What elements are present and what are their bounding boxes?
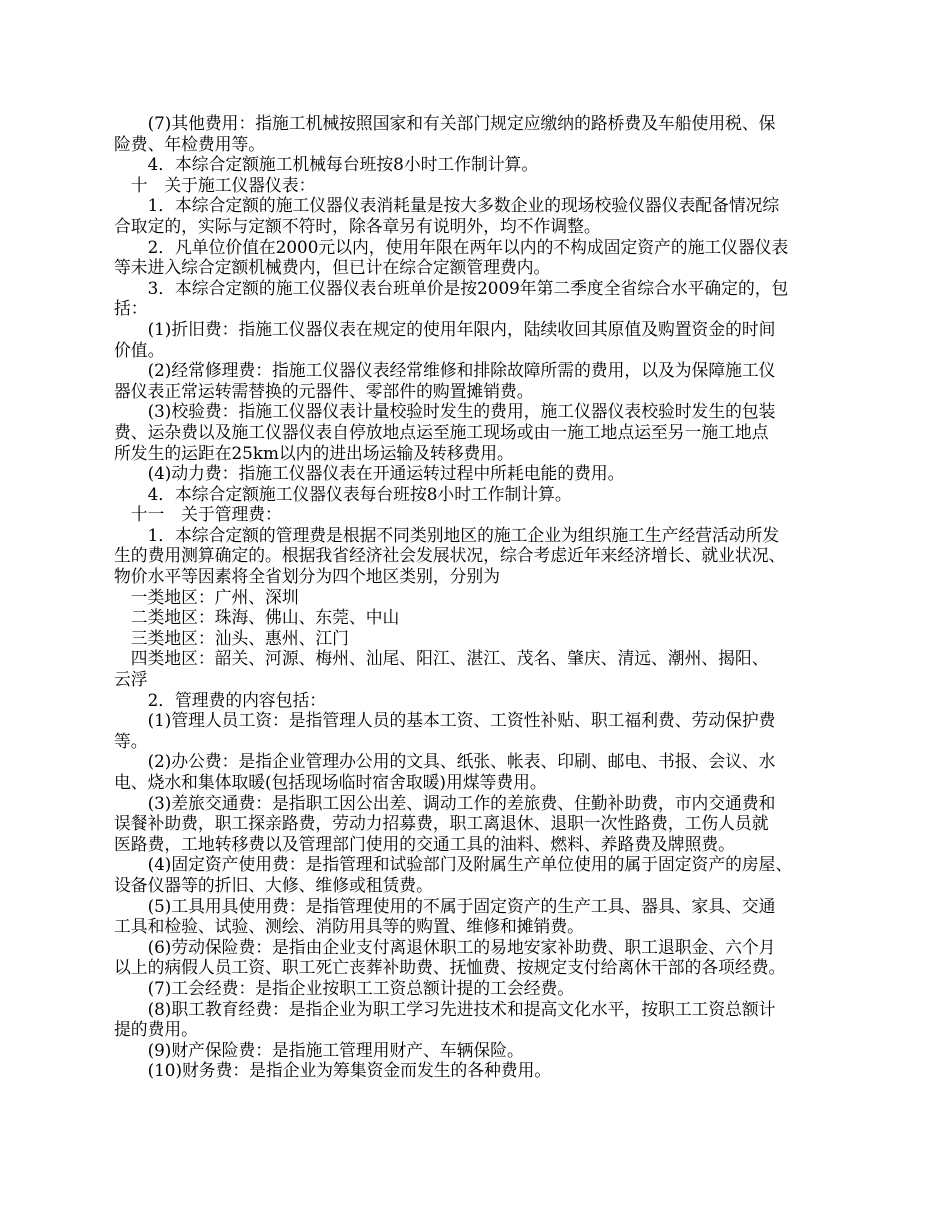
text-line: 合取定的，实际与定额不符时，除各章另有说明外，均不作调整。: [114, 215, 601, 236]
region-line: 一类地区：广州、深圳: [114, 586, 299, 607]
region-line: 四类地区：韶关、河源、梅州、汕尾、阳江、湛江、茂名、肇庆、清远、潮州、揭阳、: [114, 648, 769, 669]
text-line: 等。: [114, 730, 148, 751]
text-line: 误餐补助费，职工探亲路费，劳动力招募费，职工离退休、退职一次性路费，工伤人员就: [114, 813, 769, 834]
region-line: 三类地区：汕头、惠州、江门: [114, 627, 349, 648]
text-line: (2)办公费：是指企业管理办公用的文具、纸张、帐表、印刷、邮电、书报、会议、水: [114, 751, 776, 772]
text-line: 工具和检验、试验、测绘、消防用具等的购置、维修和摊销费。: [114, 916, 584, 937]
text-line: 以上的病假人员工资、职工死亡丧葬补助费、抚恤费、按规定支付给离休干部的各项经费。: [114, 957, 786, 978]
text-line: (3)校验费：指施工仪器仪表计量校验时发生的费用，施工仪器仪表校验时发生的包装: [114, 401, 776, 422]
text-line: (9)财产保险费：是指施工管理用财产、车辆保险。: [114, 1039, 524, 1060]
text-line: 所发生的运距在25km以内的进出场运输及转移费用。: [114, 442, 514, 463]
text-line: 价值。: [114, 339, 165, 360]
text-line: 生的费用测算确定的。根据我省经济社会发展状况，综合考虑近年来经济增长、就业状况、: [114, 545, 786, 566]
text-line: 提的费用。: [114, 1019, 198, 1040]
section-heading: 十一 关于管理费：: [114, 504, 282, 525]
text-line: (8)职工教育经费：是指企业为职工学习先进技术和提高文化水平，按职工工资总额计: [114, 998, 776, 1019]
text-line: 2．凡单位价值在2000元以内，使用年限在两年以内的不构成固定资产的施工仪器仪表: [114, 236, 789, 257]
text-line: 3．本综合定额的施工仪器仪表台班单价是按2009年第二季度全省综合水平确定的，包: [114, 277, 789, 298]
text-line: 电、烧水和集体取暖(包括现场临时宿舍取暖)用煤等费用。: [114, 772, 547, 792]
text-line: 云浮: [114, 669, 148, 690]
text-line: (7)工会经费：是指企业按职工工资总额计提的工会经费。: [114, 977, 575, 998]
text-line: (2)经常修理费：指施工仪器仪表经常维修和排除故障所需的费用，以及为保障施工仪: [114, 360, 776, 381]
text-line: (1)折旧费：指施工仪器仪表在规定的使用年限内，陆续收回其原值及购置资金的时间: [114, 318, 776, 339]
text-line: (7)其他费用：指施工机械按照国家和有关部门规定应缴纳的路桥费及车船使用税、保: [114, 113, 776, 133]
text-line: 险费、年检费用等。: [114, 133, 266, 154]
text-line: 1．本综合定额的施工仪器仪表消耗量是按大多数企业的现场校验仪器仪表配备情况综: [114, 195, 780, 216]
text-line: 4．本综合定额施工仪器仪表每台班按8小时工作制计算。: [114, 483, 572, 504]
text-line: (6)劳动保险费：是指由企业支付离退休职工的易地安家补助费、职工退职金、六个月: [114, 936, 776, 957]
text-line: 设备仪器等的折旧、大修、维修或租赁费。: [114, 874, 433, 895]
text-line: 4．本综合定额施工机械每台班按8小时工作制计算。: [114, 154, 539, 175]
region-line: 二类地区：珠海、佛山、东莞、中山: [114, 607, 400, 628]
document-page: [114, 113, 854, 1102]
text-line: (5)工具用具使用费：是指管理使用的不属于固定资产的生产工具、器具、家具、交通: [114, 895, 776, 916]
text-line: 1．本综合定额的管理费是根据不同类别地区的施工企业为组织施工生产经营活动所发: [114, 524, 780, 545]
text-line: 2．管理费的内容包括：: [114, 689, 327, 710]
text-line: (4)动力费：指施工仪器仪表在开通运转过程中所耗电能的费用。: [114, 463, 625, 484]
text-line: 物价水平等因素将全省划分为四个地区类别，分别为: [114, 566, 500, 587]
text-line: 器仪表正常运转需替换的元器件、零部件的购置摊销费。: [114, 380, 534, 401]
text-line: 费、运杂费以及施工仪器仪表自停放地点运至施工现场或由一施工地点运至另一施工地点: [114, 421, 769, 442]
text-line: (4)固定资产使用费：是指管理和试验部门及附属生产单位使用的属于固定资产的房屋、: [114, 854, 793, 875]
text-line: 等未进入综合定额机械费内，但已计在综合定额管理费内。: [114, 257, 551, 278]
section-heading: 十 关于施工仪器仪表：: [114, 174, 316, 195]
text-line: (3)差旅交通费：是指职工因公出差、调动工作的差旅费、住勤补助费，市内交通费和: [114, 792, 776, 813]
text-line: (1)管理人员工资：是指管理人员的基本工资、工资性补贴、职工福利费、劳动保护费: [114, 710, 776, 731]
text-line: (10)财务费：是指企业为筹集资金而发生的各种费用。: [114, 1060, 552, 1081]
text-line: 括：: [114, 298, 148, 319]
text-line: 医路费，工地转移费以及管理部门使用的交通工具的油料、燃料、养路费及牌照费。: [114, 833, 735, 854]
text-line: [114, 1081, 854, 1102]
